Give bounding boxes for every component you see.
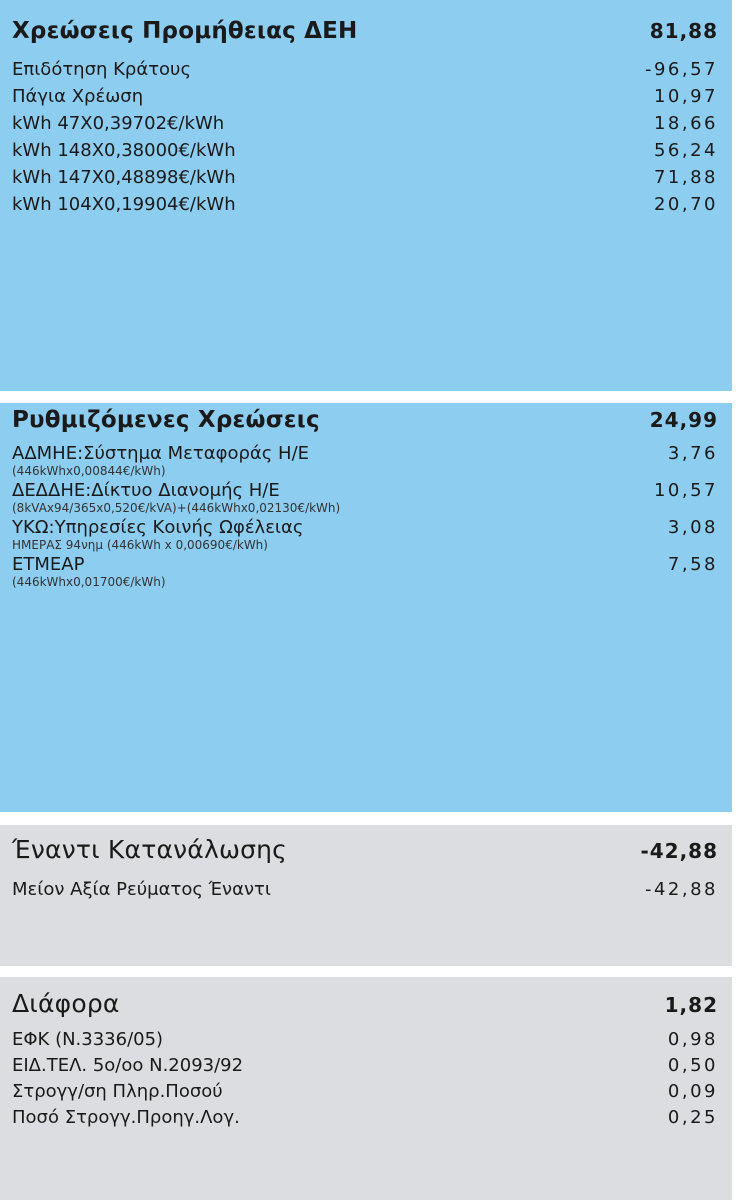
line-item-value: 3,08 [667,517,718,538]
line-item [12,554,718,589]
line-item [12,517,718,552]
section-total: -42,88 [640,839,718,863]
line-item-label: ΕΤΜΕΑΡ [12,554,85,575]
line-item [12,164,718,191]
line-item-label: kWh 47X0,39702€/kWh [12,113,225,134]
line-item-label: kWh 104X0,19904€/kWh [12,194,236,215]
line-item-value: 0,50 [667,1055,718,1076]
line-item-label: kWh 148X0,38000€/kWh [12,140,236,161]
section-total: 24,99 [649,408,718,432]
line-item-value: 71,88 [653,167,718,188]
line-item [12,875,718,905]
consumption-section [0,825,732,966]
line-item-value: 0,98 [667,1029,718,1050]
line-item-value: 10,97 [653,86,718,107]
section-title: Διάφορα [12,989,120,1018]
line-item-value: 0,09 [667,1081,718,1102]
line-item-label: ΕΙΔ.ΤΕΛ. 5ο/οο Ν.2093/92 [12,1055,244,1076]
line-item [12,443,718,478]
regulated-charges-header [12,403,718,443]
supply-charges-section [0,0,732,391]
misc-header [12,977,718,1027]
line-item-label: ΔΕΔΔΗΕ:Δίκτυο Διανομής Η/Ε [12,480,280,501]
section-total: 1,82 [664,993,718,1017]
line-item-label: Επιδότηση Κράτους [12,59,192,80]
line-item-detail: (446kWhx0,01700€/kWh) [12,575,166,589]
line-item [12,56,718,83]
line-item-value: 3,76 [667,443,718,464]
line-item-detail: ΗΜΕΡΑΣ 94νημ (446kWh x 0,00690€/kWh) [12,538,268,552]
line-item-detail: (446kWhx0,00844€/kWh) [12,464,166,478]
line-item-value: 0,25 [667,1107,718,1128]
line-item-label: Πάγια Χρέωση [12,86,144,107]
consumption-header [12,825,718,875]
line-item [12,1053,718,1079]
line-item-label: ΑΔΜΗΕ:Σύστημα Μεταφοράς Η/Ε [12,443,310,464]
section-title: Χρεώσεις Προμήθειας ΔΕΗ [12,18,358,44]
line-item [12,191,718,218]
line-item-value: 7,58 [667,554,718,575]
line-item-value: 56,24 [653,140,718,161]
line-item-label: Μείον Αξία Ρεύματος Έναντι [12,879,271,900]
line-item [12,110,718,137]
line-item [12,480,718,515]
line-item [12,137,718,164]
section-title: Έναντι Κατανάλωσης [12,835,288,864]
line-item-value: 18,66 [653,113,718,134]
line-item [12,1105,718,1131]
line-item-label: Στρογγ/ση Πληρ.Ποσού [12,1081,223,1102]
line-item-label: kWh 147X0,48898€/kWh [12,167,236,188]
line-item-label: ΥΚΩ:Υπηρεσίες Κοινής Ωφέλειας [12,517,304,538]
line-item-value: -42,88 [644,879,718,900]
line-item-label: ΕΦΚ (Ν.3336/05) [12,1029,164,1050]
line-item-value: 10,57 [653,480,718,501]
line-item-label: Ποσό Στρογγ.Προηγ.Λογ. [12,1107,240,1128]
line-item-detail: (8kVAx94/365x0,520€/kVA)+(446kWhx0,02130€/kWh) [12,501,341,515]
line-item [12,83,718,110]
supply-charges-header [12,0,718,56]
line-item [12,1079,718,1105]
misc-section [0,977,732,1200]
line-item-value: -96,57 [644,59,718,80]
line-item-value: 20,70 [653,194,718,215]
section-total: 81,88 [649,19,718,43]
section-title: Ρυθμιζόμενες Χρεώσεις [12,407,320,433]
regulated-charges-section [0,403,732,812]
line-item [12,1027,718,1053]
